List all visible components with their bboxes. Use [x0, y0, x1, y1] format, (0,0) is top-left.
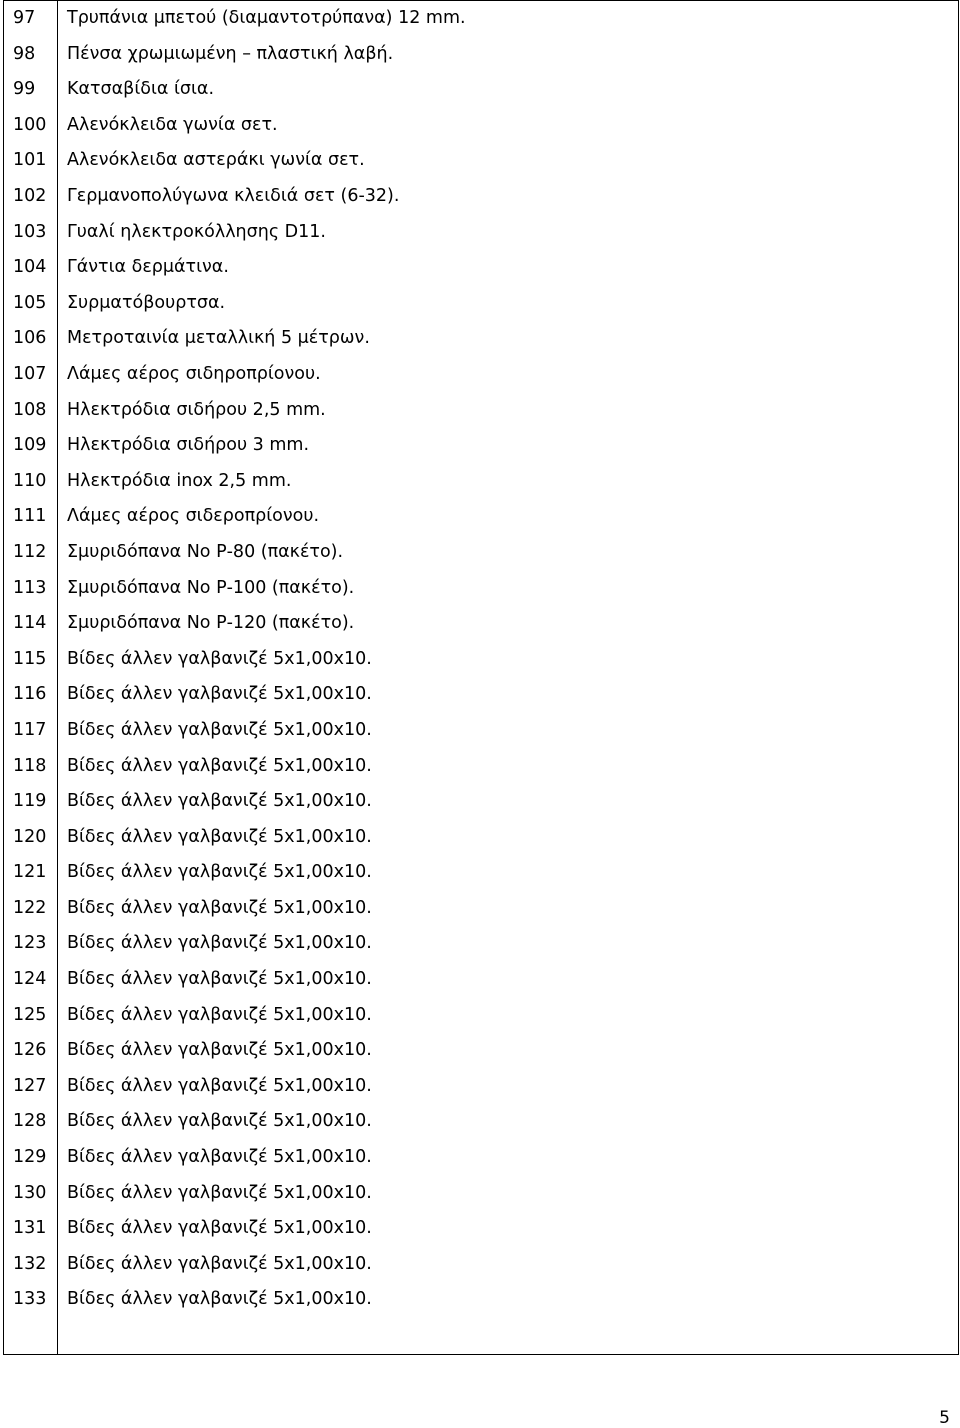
table-row: [4, 855, 959, 891]
item-description: Ηλεκτρόδια inox 2,5 mm.: [58, 464, 959, 500]
table-row: [4, 571, 959, 607]
table-row: [4, 998, 959, 1034]
table-row: [4, 464, 959, 500]
table-row: [4, 1211, 959, 1247]
item-description: Βίδες άλλεν γαλβανιζέ 5x1,00x10.: [58, 962, 959, 998]
table-row: [4, 713, 959, 749]
item-description: Ηλεκτρόδια σιδήρου 2,5 mm.: [58, 393, 959, 429]
item-number: 103: [4, 215, 58, 251]
table-row: [4, 215, 959, 251]
item-number: 128: [4, 1104, 58, 1140]
items-table-body: [4, 1, 959, 1355]
table-row: [4, 72, 959, 108]
item-number: 120: [4, 820, 58, 856]
table-row: [4, 820, 959, 856]
item-description: Βίδες άλλεν γαλβανιζέ 5x1,00x10.: [58, 1069, 959, 1105]
table-row: [4, 428, 959, 464]
item-number: 101: [4, 143, 58, 179]
table-row: [4, 784, 959, 820]
table-row: [4, 286, 959, 322]
empty-cell: [4, 1318, 58, 1355]
item-description: Βίδες άλλεν γαλβανιζέ 5x1,00x10.: [58, 784, 959, 820]
item-description: Βίδες άλλεν γαλβανιζέ 5x1,00x10.: [58, 820, 959, 856]
item-description: Πένσα χρωμιωμένη – πλαστική λαβή.: [58, 37, 959, 73]
item-number: 129: [4, 1140, 58, 1176]
item-description: Βίδες άλλεν γαλβανιζέ 5x1,00x10.: [58, 1176, 959, 1212]
item-description: Βίδες άλλεν γαλβανιζέ 5x1,00x10.: [58, 998, 959, 1034]
item-description: Βίδες άλλεν γαλβανιζέ 5x1,00x10.: [58, 1033, 959, 1069]
item-description: Βίδες άλλεν γαλβανιζέ 5x1,00x10.: [58, 1140, 959, 1176]
item-number: 126: [4, 1033, 58, 1069]
item-description: Βίδες άλλεν γαλβανιζέ 5x1,00x10.: [58, 1211, 959, 1247]
item-number: 132: [4, 1247, 58, 1283]
table-row: [4, 926, 959, 962]
item-number: 119: [4, 784, 58, 820]
item-number: 118: [4, 748, 58, 784]
table-row: [4, 179, 959, 215]
item-number: 104: [4, 250, 58, 286]
table-row: [4, 321, 959, 357]
item-number: 106: [4, 321, 58, 357]
table-row: [4, 1247, 959, 1283]
item-number: 121: [4, 855, 58, 891]
item-number: 122: [4, 891, 58, 927]
item-number: 105: [4, 286, 58, 322]
item-number: 98: [4, 37, 58, 73]
item-number: 115: [4, 642, 58, 678]
item-description: Σμυριδόπανα Νο Ρ-80 (πακέτο).: [58, 535, 959, 571]
item-number: 124: [4, 962, 58, 998]
item-description: Μετροταινία μεταλλική 5 μέτρων.: [58, 321, 959, 357]
table-row: [4, 1176, 959, 1212]
item-description: Κατσαβίδια ίσια.: [58, 72, 959, 108]
table-row: [4, 606, 959, 642]
item-description: Συρματόβουρτσα.: [58, 286, 959, 322]
table-row: [4, 642, 959, 678]
table-row: [4, 37, 959, 73]
item-number: 117: [4, 713, 58, 749]
table-row: [4, 499, 959, 535]
table-row: [4, 1140, 959, 1176]
item-description: Ηλεκτρόδια σιδήρου 3 mm.: [58, 428, 959, 464]
item-number: 116: [4, 677, 58, 713]
item-description: Βίδες άλλεν γαλβανιζέ 5x1,00x10.: [58, 891, 959, 927]
item-description: Αλενόκλειδα γωνία σετ.: [58, 108, 959, 144]
item-description: Βίδες άλλεν γαλβανιζέ 5x1,00x10.: [58, 677, 959, 713]
item-number: 100: [4, 108, 58, 144]
item-number: 111: [4, 499, 58, 535]
item-number: 108: [4, 393, 58, 429]
item-number: 97: [4, 1, 58, 37]
item-description: Βίδες άλλεν γαλβανιζέ 5x1,00x10.: [58, 1247, 959, 1283]
item-number: 112: [4, 535, 58, 571]
table-row: [4, 393, 959, 429]
item-description: Βίδες άλλεν γαλβανιζέ 5x1,00x10.: [58, 642, 959, 678]
empty-cell: [58, 1318, 959, 1355]
item-number: 113: [4, 571, 58, 607]
item-number: 130: [4, 1176, 58, 1212]
table-row: [4, 677, 959, 713]
item-description: Βίδες άλλεν γαλβανιζέ 5x1,00x10.: [58, 1104, 959, 1140]
table-row: [4, 535, 959, 571]
table-row: [4, 1104, 959, 1140]
item-description: Γυαλί ηλεκτροκόλλησης D11.: [58, 215, 959, 251]
table-row: [4, 748, 959, 784]
table-row: [4, 891, 959, 927]
item-description: Αλενόκλειδα αστεράκι γωνία σετ.: [58, 143, 959, 179]
item-number: 123: [4, 926, 58, 962]
item-number: 102: [4, 179, 58, 215]
table-row: [4, 108, 959, 144]
table-row: [4, 357, 959, 393]
table-row: [4, 1, 959, 37]
item-number: 109: [4, 428, 58, 464]
item-description: Βίδες άλλεν γαλβανιζέ 5x1,00x10.: [58, 713, 959, 749]
item-number: 110: [4, 464, 58, 500]
item-description: Βίδες άλλεν γαλβανιζέ 5x1,00x10.: [58, 1282, 959, 1318]
item-number: 99: [4, 72, 58, 108]
table-row: [4, 143, 959, 179]
item-description: Γάντια δερμάτινα.: [58, 250, 959, 286]
item-description: Γερμανοπολύγωνα κλειδιά σετ (6-32).: [58, 179, 959, 215]
item-number: 127: [4, 1069, 58, 1105]
item-description: Βίδες άλλεν γαλβανιζέ 5x1,00x10.: [58, 748, 959, 784]
item-description: Σμυριδόπανα Νο Ρ-100 (πακέτο).: [58, 571, 959, 607]
table-row: [4, 1282, 959, 1318]
items-table: [3, 0, 959, 1355]
table-filler-row: [4, 1318, 959, 1355]
item-number: 131: [4, 1211, 58, 1247]
table-row: [4, 1069, 959, 1105]
item-number: 133: [4, 1282, 58, 1318]
item-description: Βίδες άλλεν γαλβανιζέ 5x1,00x10.: [58, 855, 959, 891]
item-description: Βίδες άλλεν γαλβανιζέ 5x1,00x10.: [58, 926, 959, 962]
table-row: [4, 962, 959, 998]
item-description: Λάμες αέρος σιδεροπρίονου.: [58, 499, 959, 535]
item-description: Σμυριδόπανα Νο Ρ-120 (πακέτο).: [58, 606, 959, 642]
table-row: [4, 1033, 959, 1069]
item-number: 107: [4, 357, 58, 393]
table-row: [4, 250, 959, 286]
item-description: Τρυπάνια μπετού (διαμαντοτρύπανα) 12 mm.: [58, 1, 959, 37]
item-description: Λάμες αέρος σιδηροπρίονου.: [58, 357, 959, 393]
page-number: 5: [939, 1408, 950, 1428]
item-number: 125: [4, 998, 58, 1034]
item-number: 114: [4, 606, 58, 642]
